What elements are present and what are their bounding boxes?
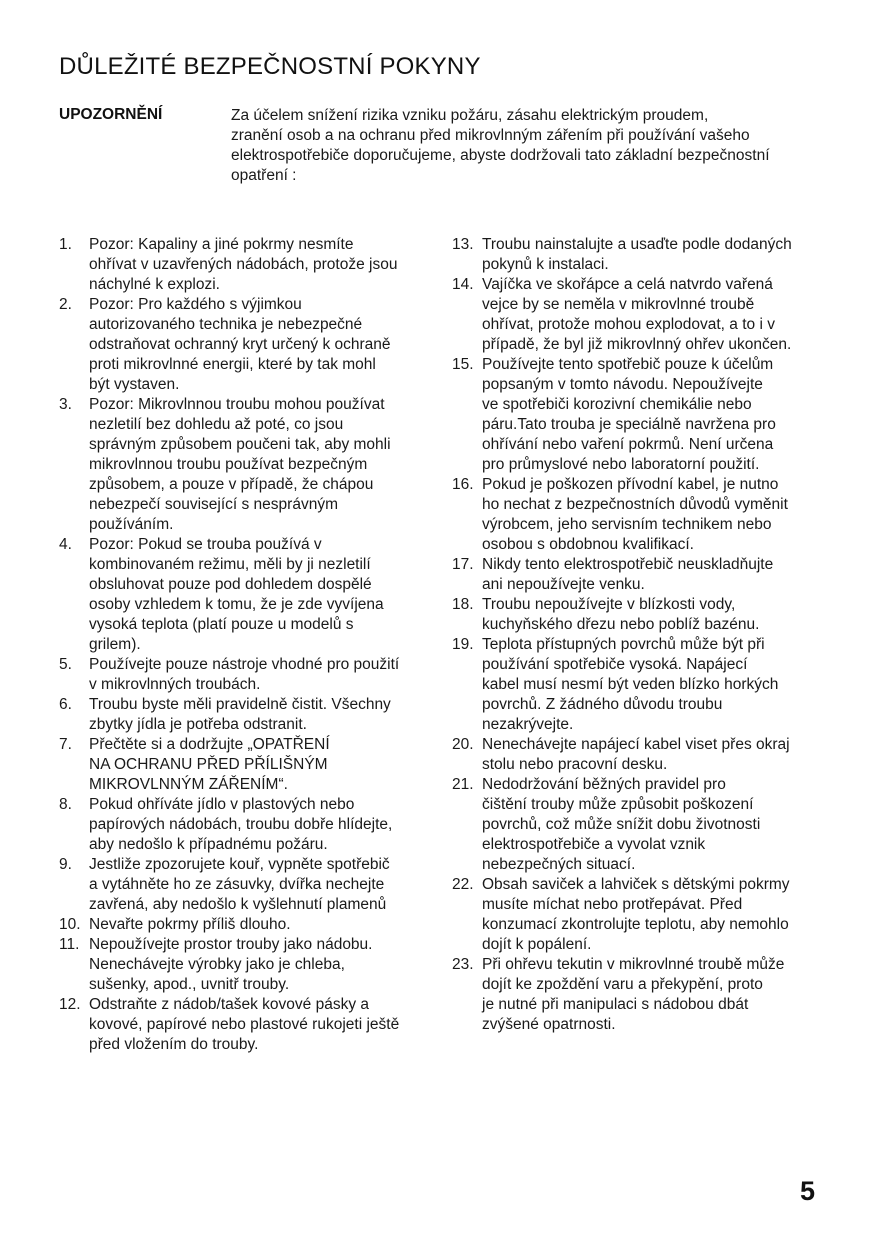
instruction-line: Nikdy tento elektrospotřebič neuskladňujte: [482, 556, 774, 573]
warning-line: zranění osob a na ochranu před mikrovlnným zářením při používání vašeho: [231, 127, 750, 144]
instruction-item: [59, 935, 434, 995]
instruction-number: 1.: [59, 236, 72, 253]
instruction-number: 23.: [452, 956, 474, 973]
instruction-line: grilem).: [89, 636, 141, 653]
instruction-number: 15.: [452, 356, 474, 373]
instruction-line: Obsah saviček a lahviček s dětskými pokrmy: [482, 876, 790, 893]
instruction-item: [59, 535, 434, 655]
instruction-line: pokynů k instalaci.: [482, 256, 609, 273]
instruction-line: ani nepoužívejte venku.: [482, 576, 645, 593]
page-title: DŮLEŽITÉ BEZPEČNOSTNÍ POKYNY: [59, 53, 481, 80]
instruction-line: povrchů, což může snížit dobu životnosti: [482, 816, 761, 833]
instruction-line: je nutné při manipulaci s nádobou dbát: [482, 996, 749, 1013]
instruction-line: musíte míchat nebo protřepávat. Před: [482, 896, 743, 913]
instruction-number: 10.: [59, 916, 81, 933]
instruction-line: nezletilí bez dohledu až poté, co jsou: [89, 416, 344, 433]
instruction-number: 2.: [59, 296, 72, 313]
instruction-number: 16.: [452, 476, 474, 493]
instruction-number: 22.: [452, 876, 474, 893]
instruction-line: zavřená, aby nedošlo k vyšlehnutí plamenů: [89, 896, 387, 913]
warning-label: UPOZORNĚNÍ: [59, 106, 163, 123]
instruction-item: [452, 235, 832, 275]
instruction-item: [452, 475, 832, 555]
instruction-line: nebezpečí související s nesprávným: [89, 496, 338, 513]
instruction-number: 5.: [59, 656, 72, 673]
instructions-left-column: [59, 235, 434, 1055]
instruction-line: čištění trouby může způsobit poškození: [482, 796, 754, 813]
instruction-item: [452, 595, 832, 635]
instruction-line: Přečtěte si a dodržujte „OPATŘENÍ: [89, 736, 330, 753]
instruction-line: nezakrývejte.: [482, 716, 574, 733]
instruction-line: vysoká teplota (platí pouze u modelů s: [89, 616, 354, 633]
instruction-item: [59, 395, 434, 535]
instruction-number: 14.: [452, 276, 474, 293]
instruction-line: autorizovaného technika je nebezpečné: [89, 316, 363, 333]
instruction-line: konzumací zkontrolujte teplotu, aby nemohlo: [482, 916, 789, 933]
instruction-line: v mikrovlnných troubách.: [89, 676, 261, 693]
warning-line: elektrospotřebiče doporučujeme, abyste dodržovali tato základní bezpečnostní: [231, 147, 770, 164]
instruction-line: Používejte pouze nástroje vhodné pro použití: [89, 656, 400, 673]
instruction-line: Pozor: Mikrovlnnou troubu mohou používat: [89, 396, 385, 413]
instruction-item: [59, 235, 434, 295]
instruction-line: proti mikrovlnné energii, které by tak mohl: [89, 356, 376, 373]
instruction-line: Nepoužívejte prostor trouby jako nádobu.: [89, 936, 373, 953]
instruction-line: zvýšené opatrnosti.: [482, 1016, 616, 1033]
instruction-line: povrchů. Z žádného důvodu troubu: [482, 696, 723, 713]
instruction-item: [59, 735, 434, 795]
instruction-line: dojít ke zpoždění varu a překypění, proto: [482, 976, 763, 993]
instruction-line: Nenechávejte výrobky jako je chleba,: [89, 956, 345, 973]
instruction-line: NA OCHRANU PŘED PŘÍLIŠNÝM: [89, 756, 328, 773]
instruction-line: Pokud je poškozen přívodní kabel, je nutno: [482, 476, 779, 493]
instruction-line: MIKROVLNNÝM ZÁŘENÍM“.: [89, 776, 288, 793]
instruction-line: náchylné k explozi.: [89, 276, 220, 293]
instruction-line: Nevařte pokrmy příliš dlouho.: [89, 916, 291, 933]
instruction-item: [59, 795, 434, 855]
instruction-line: Troubu nainstalujte a usaďte podle dodaných: [482, 236, 792, 253]
instruction-line: nebezpečných situací.: [482, 856, 636, 873]
warning-text: [231, 106, 831, 186]
instruction-line: být vystaven.: [89, 376, 180, 393]
instruction-number: 8.: [59, 796, 72, 813]
instruction-line: ve spotřebiči korozivní chemikálie nebo: [482, 396, 752, 413]
instruction-line: stolu nebo pracovní desku.: [482, 756, 668, 773]
instruction-line: Troubu byste měli pravidelně čistit. Všechny: [89, 696, 391, 713]
instruction-item: [452, 875, 832, 955]
instruction-item: [59, 695, 434, 735]
instruction-item: [59, 915, 434, 935]
instruction-line: odstraňovat ochranný kryt určený k ochraně: [89, 336, 391, 353]
instruction-item: [452, 955, 832, 1035]
instruction-line: Odstraňte z nádob/tašek kovové pásky a: [89, 996, 370, 1013]
instruction-line: papírových nádobách, troubu dobře hlídejte,: [89, 816, 393, 833]
instruction-line: ho nechat z bezpečnostních důvodů vyměnit: [482, 496, 788, 513]
instruction-line: Nenechávejte napájecí kabel viset přes okraj: [482, 736, 790, 753]
instruction-line: Používejte tento spotřebič pouze k účelům: [482, 356, 774, 373]
instruction-number: 13.: [452, 236, 474, 253]
instruction-line: Vajíčka ve skořápce a celá natvrdo vařená: [482, 276, 773, 293]
instruction-item: [59, 655, 434, 695]
instruction-number: 12.: [59, 996, 81, 1013]
warning-line: Za účelem snížení rizika vzniku požáru, zásahu elektrickým proudem,: [231, 107, 709, 124]
instruction-number: 20.: [452, 736, 474, 753]
instruction-line: dojít k popálení.: [482, 936, 592, 953]
page-number: 5: [799, 1176, 815, 1206]
instruction-line: Pokud ohříváte jídlo v plastových nebo: [89, 796, 355, 813]
instruction-line: ohřívat, protože mohou explodovat, a to i v: [482, 316, 775, 333]
instruction-number: 9.: [59, 856, 72, 873]
instruction-number: 7.: [59, 736, 72, 753]
instruction-line: používáním.: [89, 516, 174, 533]
instructions-right-column: [452, 235, 832, 1035]
instruction-line: a vytáhněte ho ze zásuvky, dvířka nechejte: [89, 876, 385, 893]
instruction-item: [59, 995, 434, 1055]
warning-line: opatření :: [231, 167, 297, 184]
instruction-number: 4.: [59, 536, 72, 553]
instruction-line: mikrovlnnou troubu používat bezpečným: [89, 456, 368, 473]
instruction-line: kovové, papírové nebo plastové rukojeti ještě: [89, 1016, 400, 1033]
instruction-line: zbytky jídla je potřeba odstranit.: [89, 716, 307, 733]
instruction-item: [59, 295, 434, 395]
instruction-line: ohřívání nebo vaření pokrmů. Není určena: [482, 436, 774, 453]
instruction-item: [452, 275, 832, 355]
instruction-number: 18.: [452, 596, 474, 613]
instruction-line: pro průmyslové nebo laboratorní použití.: [482, 456, 760, 473]
instruction-line: páru.Tato trouba je speciálně navržena pro: [482, 416, 776, 433]
instruction-line: způsobem, a pouze v případě, že chápou: [89, 476, 374, 493]
instruction-line: kabel musí nesmí být veden blízko horkých: [482, 676, 779, 693]
instruction-line: aby nedošlo k případnému požáru.: [89, 836, 328, 853]
instruction-line: Jestliže zpozorujete kouř, vypněte spotřebič: [89, 856, 390, 873]
instruction-line: vejce by se neměla v mikrovlnné troubě: [482, 296, 755, 313]
instruction-item: [452, 555, 832, 595]
instruction-line: Teplota přístupných povrchů může být při: [482, 636, 765, 653]
instruction-item: [452, 735, 832, 775]
instruction-item: [452, 355, 832, 475]
instruction-line: před vložením do trouby.: [89, 1036, 259, 1053]
instruction-line: Při ohřevu tekutin v mikrovlnné troubě může: [482, 956, 785, 973]
instruction-line: používání spotřebiče vysoká. Napájecí: [482, 656, 748, 673]
instruction-number: 17.: [452, 556, 474, 573]
instruction-line: obsluhovat pouze pod dohledem dospělé: [89, 576, 372, 593]
instruction-line: Pozor: Pro každého s výjimkou: [89, 296, 302, 313]
instruction-number: 21.: [452, 776, 474, 793]
instruction-line: osobou s obdobnou kvalifikací.: [482, 536, 694, 553]
instruction-line: Pozor: Kapaliny a jiné pokrmy nesmíte: [89, 236, 354, 253]
instruction-line: ohřívat v uzavřených nádobách, protože jsou: [89, 256, 398, 273]
instruction-line: sušenky, apod., uvnitř trouby.: [89, 976, 290, 993]
instruction-line: osoby vzhledem k tomu, že je zde vyvíjena: [89, 596, 384, 613]
instruction-item: [452, 775, 832, 875]
instruction-line: Nedodržování běžných pravidel pro: [482, 776, 726, 793]
instruction-line: výrobcem, jeho servisním technikem nebo: [482, 516, 772, 533]
instruction-item: [59, 855, 434, 915]
instruction-item: [452, 635, 832, 735]
instruction-line: kuchyňského dřezu nebo poblíž bazénu.: [482, 616, 760, 633]
instruction-line: elektrospotřebiče a vyvolat vznik: [482, 836, 706, 853]
instruction-line: Pozor: Pokud se trouba používá v: [89, 536, 322, 553]
instruction-number: 11.: [59, 936, 80, 953]
instruction-number: 3.: [59, 396, 72, 413]
instruction-line: popsaným v tomto návodu. Nepoužívejte: [482, 376, 763, 393]
instruction-line: správným způsobem poučeni tak, aby mohli: [89, 436, 391, 453]
instruction-line: kombinovaném režimu, měli by ji nezletilí: [89, 556, 371, 573]
instruction-line: Troubu nepoužívejte v blízkosti vody,: [482, 596, 736, 613]
instruction-line: případě, že byl již mikrovlnný ohřev ukončen.: [482, 336, 792, 353]
instruction-number: 19.: [452, 636, 474, 653]
instruction-number: 6.: [59, 696, 72, 713]
